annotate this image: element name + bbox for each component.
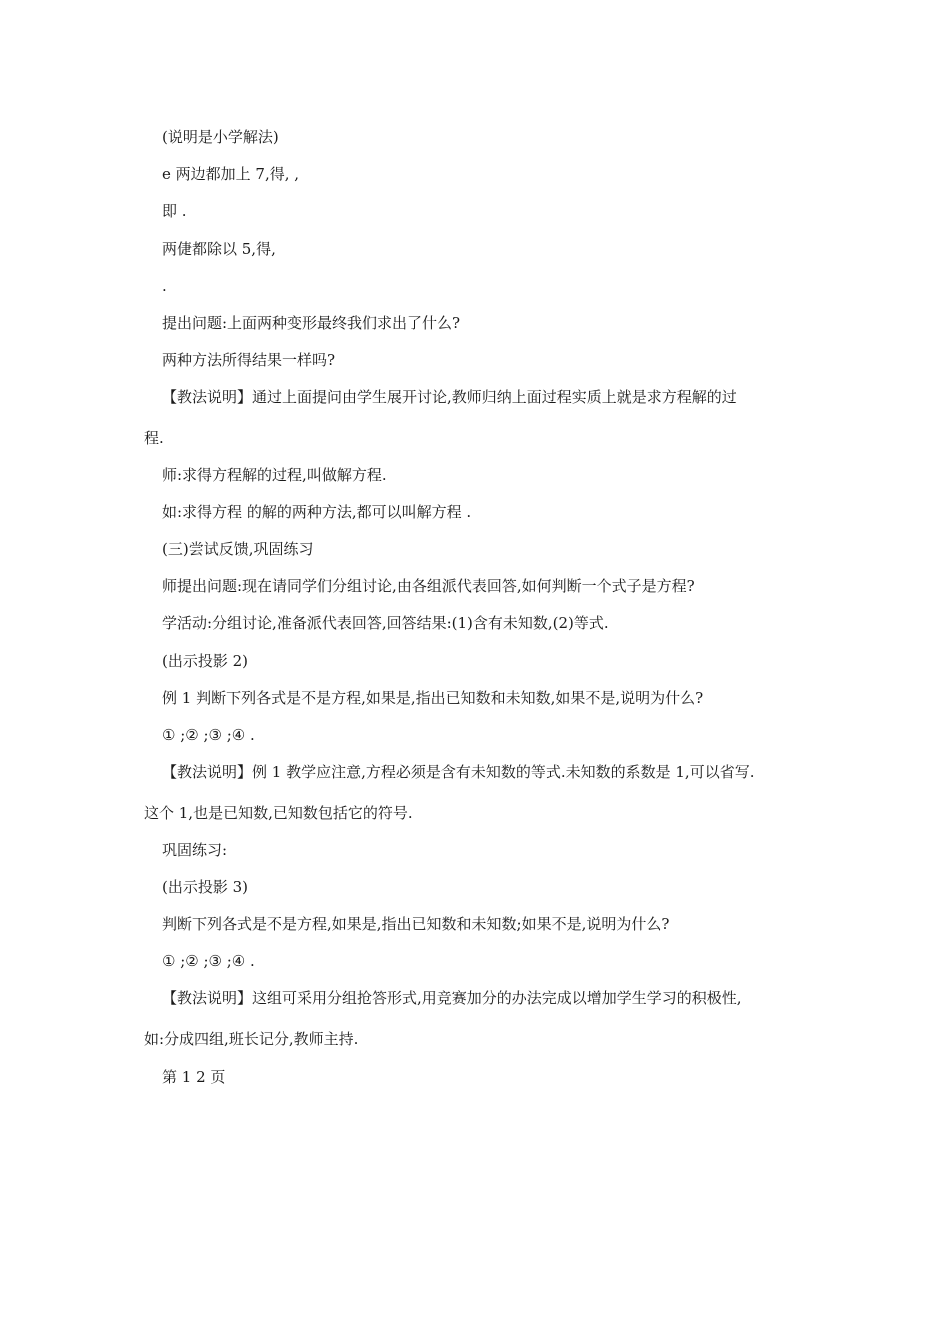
text-line: 师:求得方程解的过程,叫做解方程. — [162, 466, 387, 484]
text-line: ① ;② ;③ ;④ . — [162, 952, 255, 970]
text-line: 【教法说明】例 1 教学应注意,方程必须是含有未知数的等式.未知数的系数是 1,可以省写. — [162, 763, 755, 781]
text-line: 判断下列各式是不是方程,如果是,指出已知数和未知数;如果不是,说明为什么? — [162, 915, 670, 933]
text-line: 【教法说明】通过上面提问由学生展开讨论,教师归纳上面过程实质上就是求方程解的过 — [162, 388, 737, 406]
text-line: 如:求得方程 的解的两种方法,都可以叫解方程 . — [162, 503, 472, 521]
text-line: 即 . — [162, 202, 187, 220]
text-line: 提出问题:上面两种变形最终我们求出了什么? — [162, 314, 461, 332]
text-line: 巩固练习: — [162, 841, 228, 859]
section-heading: (三)尝试反馈,巩固练习 — [162, 540, 314, 558]
text-line: 【教法说明】这组可采用分组抢答形式,用竞赛加分的办法完成以增加学生学习的积极性, — [162, 989, 742, 1007]
text-line: 如:分成四组,班长记分,教师主持. — [144, 1030, 359, 1048]
text-line: ① ;② ;③ ;④ . — [162, 726, 255, 744]
text-line: 例 1 判断下列各式是不是方程,如果是,指出已知数和未知数,如果不是,说明为什么? — [162, 689, 704, 707]
text-line: (说明是小学解法) — [162, 128, 279, 146]
text-line: 程. — [144, 429, 164, 447]
text-line: . — [162, 277, 167, 295]
text-line: 师提出问题:现在请同学们分组讨论,由各组派代表回答,如何判断一个式子是方程? — [162, 577, 695, 595]
text-line: (出示投影 3) — [162, 878, 249, 896]
text-line: (出示投影 2) — [162, 652, 249, 670]
text-line: e 两边都加上 7,得, , — [162, 165, 300, 183]
page-number: 第 1 2 页 — [162, 1068, 226, 1086]
text-line: 两倢都除以 5,得, — [162, 240, 276, 258]
text-line: 学活动:分组讨论,准备派代表回答,回答结果:(1)含有未知数,(2)等式. — [162, 614, 609, 632]
text-line: 两种方法所得结果一样吗? — [162, 351, 336, 369]
text-line: 这个 1,也是已知数,已知数包括它的符号. — [144, 804, 413, 822]
